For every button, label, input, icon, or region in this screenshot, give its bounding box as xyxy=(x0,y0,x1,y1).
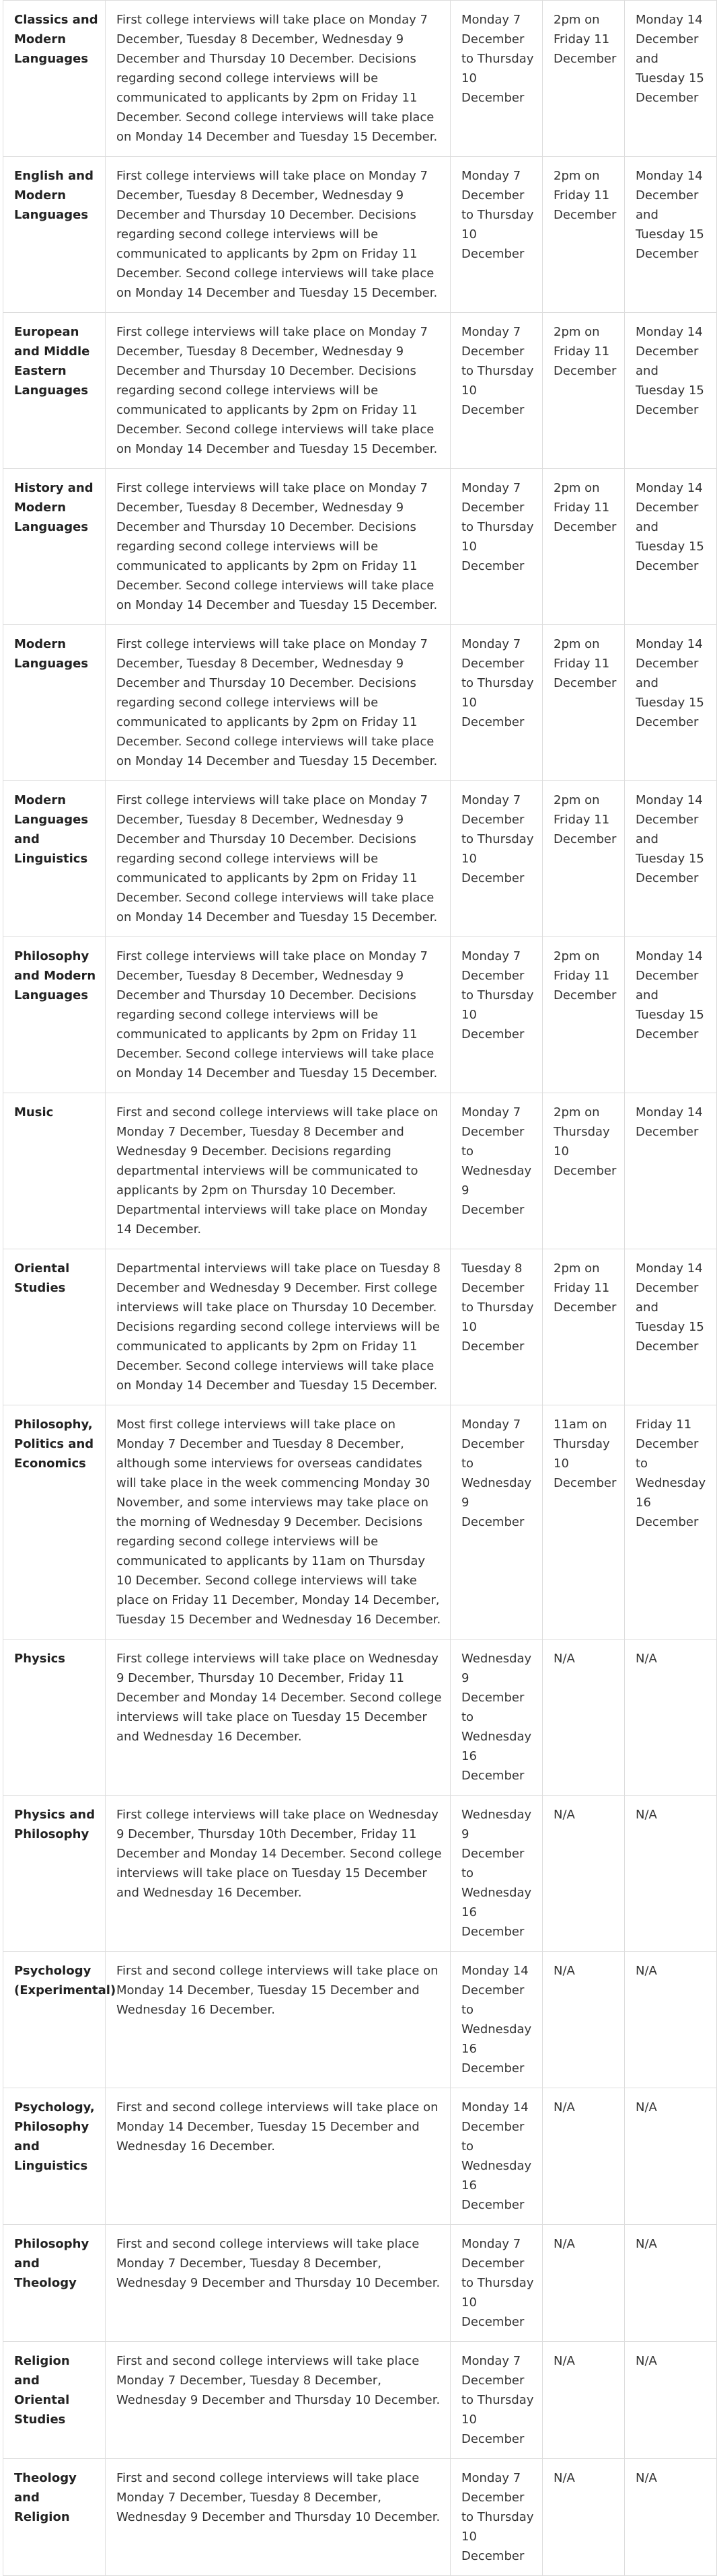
table-row xyxy=(3,625,717,781)
second-interview-dates: Monday 14 December xyxy=(625,1093,717,1249)
table-row xyxy=(3,1249,717,1405)
course-name: History and Modern Languages xyxy=(3,469,106,625)
course-name: Philosophy, Politics and Economics xyxy=(3,1405,106,1640)
first-interview-dates: Monday 7 December to Thursday 10 December xyxy=(451,937,543,1093)
decision-deadline: 2pm on Friday 11 December xyxy=(543,781,625,937)
interview-description: First and second college interviews will take place on Monday 14 December, Tuesday 15 December and Wednesday 16 December. xyxy=(106,2088,451,2225)
first-interview-dates: Monday 14 December to Wednesday 16 December xyxy=(451,1952,543,2088)
decision-deadline: 2pm on Thursday 10 December xyxy=(543,1093,625,1249)
interview-description: First college interviews will take place on Monday 7 December, Tuesday 8 December, Wednesday 9 December and Thursday 10 December. Decisions regarding second college interviews will be communicated to applicants by 2pm on Friday 11 December. Second college interviews will take place on Monday 14 December and Tuesday 15 December. xyxy=(106,625,451,781)
first-interview-dates: Tuesday 8 December to Thursday 10 December xyxy=(451,1249,543,1405)
second-interview-dates: N/A xyxy=(625,1952,717,2088)
table-row xyxy=(3,2459,717,2576)
course-name: Psychology, Philosophy and Linguistics xyxy=(3,2088,106,2225)
decision-deadline: 2pm on Friday 11 December xyxy=(543,469,625,625)
decision-deadline: 2pm on Friday 11 December xyxy=(543,157,625,313)
table-row xyxy=(3,1405,717,1640)
course-name: English and Modern Languages xyxy=(3,157,106,313)
table-row xyxy=(3,313,717,469)
decision-deadline: 2pm on Friday 11 December xyxy=(543,625,625,781)
decision-deadline: N/A xyxy=(543,2459,625,2576)
course-name: Classics and Modern Languages xyxy=(3,1,106,157)
interview-description: First college interviews will take place on Wednesday 9 December, Thursday 10 December, Friday 11 December and Monday 14 December. Second college interviews will take place on Tuesday 15 December and Wednesday 16 December. xyxy=(106,1640,451,1796)
course-name: Religion and Oriental Studies xyxy=(3,2342,106,2459)
decision-deadline: N/A xyxy=(543,1796,625,1952)
second-interview-dates: Monday 14 December and Tuesday 15 December xyxy=(625,469,717,625)
first-interview-dates: Monday 7 December to Thursday 10 December xyxy=(451,2225,543,2342)
interview-description: First and second college interviews will take place Monday 7 December, Tuesday 8 December, Wednesday 9 December and Thursday 10 December. xyxy=(106,2225,451,2342)
course-name: Theology and Religion xyxy=(3,2459,106,2576)
first-interview-dates: Monday 7 December to Thursday 10 December xyxy=(451,313,543,469)
decision-deadline: 2pm on Friday 11 December xyxy=(543,1,625,157)
course-name: Modern Languages xyxy=(3,625,106,781)
first-interview-dates: Monday 7 December to Thursday 10 December xyxy=(451,469,543,625)
interview-description: First college interviews will take place on Monday 7 December, Tuesday 8 December, Wednesday 9 December and Thursday 10 December. Decisions regarding second college interviews will be communicated to applicants by 2pm on Friday 11 December. Second college interviews will take place on Monday 14 December and Tuesday 15 December. xyxy=(106,937,451,1093)
second-interview-dates: Monday 14 December and Tuesday 15 December xyxy=(625,157,717,313)
second-interview-dates: N/A xyxy=(625,2342,717,2459)
first-interview-dates: Monday 7 December to Thursday 10 December xyxy=(451,157,543,313)
interview-description: First college interviews will take place on Monday 7 December, Tuesday 8 December, Wednesday 9 December and Thursday 10 December. Decisions regarding second college interviews will be communicated to applicants by 2pm on Friday 11 December. Second college interviews will take place on Monday 14 December and Tuesday 15 December. xyxy=(106,781,451,937)
first-interview-dates: Wednesday 9 December to Wednesday 16 December xyxy=(451,1640,543,1796)
interview-description: First and second college interviews will take place on Monday 14 December, Tuesday 15 December and Wednesday 16 December. xyxy=(106,1952,451,2088)
first-interview-dates: Monday 14 December to Wednesday 16 December xyxy=(451,2088,543,2225)
table-row xyxy=(3,1,717,157)
table-row xyxy=(3,781,717,937)
second-interview-dates: Monday 14 December and Tuesday 15 December xyxy=(625,313,717,469)
table-row xyxy=(3,937,717,1093)
course-name: Oriental Studies xyxy=(3,1249,106,1405)
course-name: Physics and Philosophy xyxy=(3,1796,106,1952)
decision-deadline: 2pm on Friday 11 December xyxy=(543,937,625,1093)
interview-description: First and second college interviews will take place Monday 7 December, Tuesday 8 December, Wednesday 9 December and Thursday 10 December. xyxy=(106,2342,451,2459)
decision-deadline: 2pm on Friday 11 December xyxy=(543,313,625,469)
decision-deadline: 11am on Thursday 10 December xyxy=(543,1405,625,1640)
interview-description: First college interviews will take place on Monday 7 December, Tuesday 8 December, Wednesday 9 December and Thursday 10 December. Decisions regarding second college interviews will be communicated to applicants by 2pm on Friday 11 December. Second college interviews will take place on Monday 14 December and Tuesday 15 December. xyxy=(106,1,451,157)
interview-description: First college interviews will take place on Monday 7 December, Tuesday 8 December, Wednesday 9 December and Thursday 10 December. Decisions regarding second college interviews will be communicated to applicants by 2pm on Friday 11 December. Second college interviews will take place on Monday 14 December and Tuesday 15 December. xyxy=(106,313,451,469)
interview-description: First college interviews will take place on Monday 7 December, Tuesday 8 December, Wednesday 9 December and Thursday 10 December. Decisions regarding second college interviews will be communicated to applicants by 2pm on Friday 11 December. Second college interviews will take place on Monday 14 December and Tuesday 15 December. xyxy=(106,469,451,625)
table-row xyxy=(3,2225,717,2342)
first-interview-dates: Monday 7 December to Thursday 10 December xyxy=(451,2342,543,2459)
interview-description: First college interviews will take place on Monday 7 December, Tuesday 8 December, Wednesday 9 December and Thursday 10 December. Decisions regarding second college interviews will be communicated to applicants by 2pm on Friday 11 December. Second college interviews will take place on Monday 14 December and Tuesday 15 December. xyxy=(106,157,451,313)
interview-description: Most first college interviews will take place on Monday 7 December and Tuesday 8 December, although some interviews for overseas candidates will take place in the week commencing Monday 30 November, and some interviews may take place on the morning of Wednesday 9 December. Decisions regarding second college interviews will be communicated to applicants by 11am on Thursday 10 December. Second college interviews will take place on Friday 11 December, Monday 14 December, Tuesday 15 December and Wednesday 16 December. xyxy=(106,1405,451,1640)
first-interview-dates: Monday 7 December to Thursday 10 December xyxy=(451,2459,543,2576)
table-row xyxy=(3,157,717,313)
second-interview-dates: N/A xyxy=(625,2225,717,2342)
second-interview-dates: Monday 14 December and Tuesday 15 December xyxy=(625,937,717,1093)
second-interview-dates: N/A xyxy=(625,1796,717,1952)
interview-description: Departmental interviews will take place on Tuesday 8 December and Wednesday 9 December. First college interviews will take place on Thursday 10 December. Decisions regarding second college interviews will be communicated to applicants by 2pm on Friday 11 December. Second college interviews will take place on Monday 14 December and Tuesday 15 December. xyxy=(106,1249,451,1405)
second-interview-dates: N/A xyxy=(625,2459,717,2576)
first-interview-dates: Monday 7 December to Wednesday 9 December xyxy=(451,1093,543,1249)
second-interview-dates: Friday 11 December to Wednesday 16 December xyxy=(625,1405,717,1640)
first-interview-dates: Wednesday 9 December to Wednesday 16 December xyxy=(451,1796,543,1952)
decision-deadline: N/A xyxy=(543,1640,625,1796)
first-interview-dates: Monday 7 December to Thursday 10 December xyxy=(451,781,543,937)
first-interview-dates: Monday 7 December to Thursday 10 December xyxy=(451,1,543,157)
second-interview-dates: Monday 14 December and Tuesday 15 December xyxy=(625,1,717,157)
first-interview-dates: Monday 7 December to Wednesday 9 December xyxy=(451,1405,543,1640)
interview-dates-table xyxy=(3,0,717,2576)
table-row xyxy=(3,2342,717,2459)
course-name: Philosophy and Modern Languages xyxy=(3,937,106,1093)
second-interview-dates: Monday 14 December and Tuesday 15 December xyxy=(625,1249,717,1405)
course-name: Modern Languages and Linguistics xyxy=(3,781,106,937)
first-interview-dates: Monday 7 December to Thursday 10 December xyxy=(451,625,543,781)
interview-description: First college interviews will take place on Wednesday 9 December, Thursday 10th December, Friday 11 December and Monday 14 December. Second college interviews will take place on Tuesday 15 December and Wednesday 16 December. xyxy=(106,1796,451,1952)
decision-deadline: N/A xyxy=(543,1952,625,2088)
decision-deadline: N/A xyxy=(543,2225,625,2342)
second-interview-dates: N/A xyxy=(625,1640,717,1796)
course-name: Physics xyxy=(3,1640,106,1796)
course-name: Psychology (Experimental) xyxy=(3,1952,106,2088)
table-row xyxy=(3,1952,717,2088)
decision-deadline: N/A xyxy=(543,2088,625,2225)
table-row xyxy=(3,2088,717,2225)
second-interview-dates: Monday 14 December and Tuesday 15 December xyxy=(625,781,717,937)
course-name: European and Middle Eastern Languages xyxy=(3,313,106,469)
second-interview-dates: Monday 14 December and Tuesday 15 December xyxy=(625,625,717,781)
table-row xyxy=(3,1640,717,1796)
table-row xyxy=(3,1093,717,1249)
course-name: Philosophy and Theology xyxy=(3,2225,106,2342)
decision-deadline: 2pm on Friday 11 December xyxy=(543,1249,625,1405)
table-body xyxy=(3,1,717,2576)
interview-description: First and second college interviews will take place on Monday 7 December, Tuesday 8 December and Wednesday 9 December. Decisions regarding departmental interviews will be communicated to applicants by 2pm on Thursday 10 December. Departmental interviews will take place on Monday 14 December. xyxy=(106,1093,451,1249)
table-row xyxy=(3,1796,717,1952)
interview-description: First and second college interviews will take place Monday 7 December, Tuesday 8 December, Wednesday 9 December and Thursday 10 December. xyxy=(106,2459,451,2576)
second-interview-dates: N/A xyxy=(625,2088,717,2225)
decision-deadline: N/A xyxy=(543,2342,625,2459)
table-row xyxy=(3,469,717,625)
course-name: Music xyxy=(3,1093,106,1249)
